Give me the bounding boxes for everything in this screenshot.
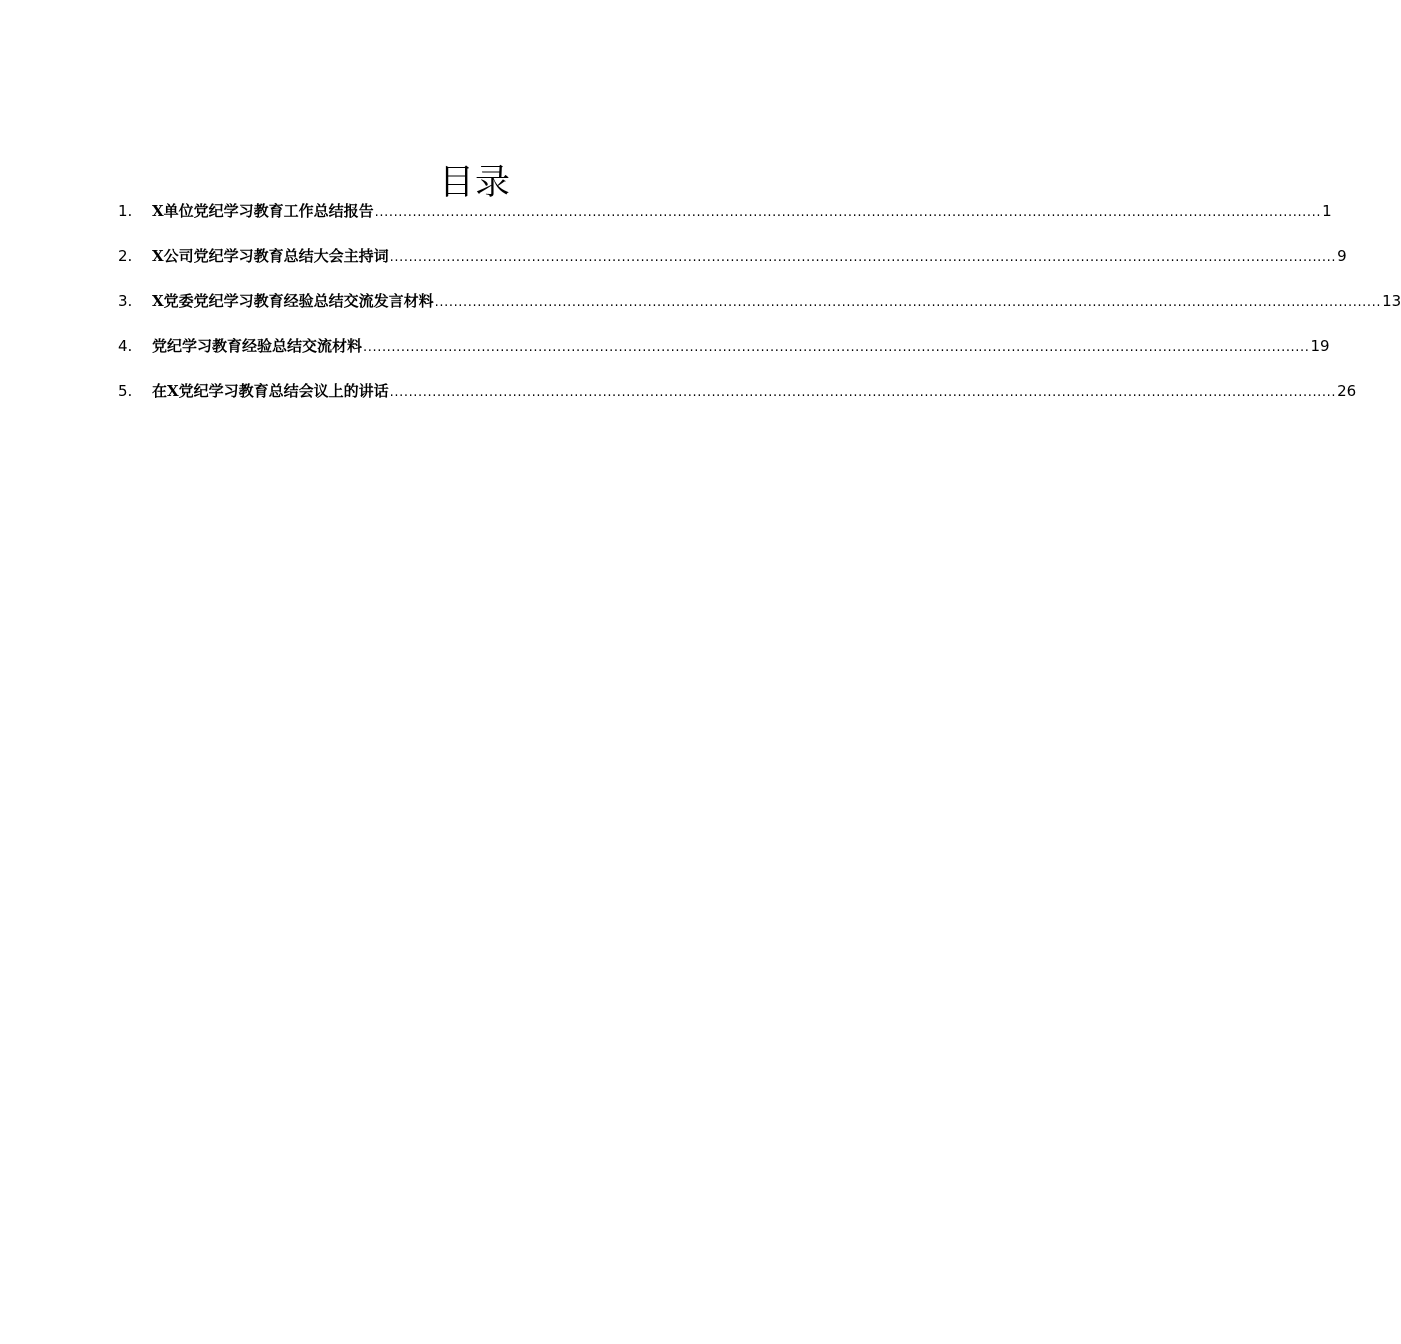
- toc-dot-leader: ........................................................................................................................................................................................................: [374, 205, 1322, 220]
- toc-dot-leader: ........................................................................................................................................................................................................: [434, 295, 1382, 310]
- toc-entry[interactable]: [118, 334, 1330, 379]
- toc-entry-text: X公司党纪学习教育总结大会主持词: [152, 247, 389, 265]
- toc-entry-number: 4.: [118, 337, 133, 355]
- toc-entry-page: 13: [1382, 292, 1401, 310]
- toc-entry[interactable]: [118, 289, 1401, 334]
- toc-list: [118, 199, 1401, 424]
- toc-dot-leader: ........................................................................................................................................................................................................: [389, 385, 1337, 400]
- toc-entry-text: X党委党纪学习教育经验总结交流发言材料: [152, 292, 434, 310]
- toc-entry-text: X单位党纪学习教育工作总结报告: [152, 202, 374, 220]
- toc-dot-leader: ........................................................................................................................................................................................................: [389, 250, 1337, 265]
- toc-entry[interactable]: [118, 379, 1357, 424]
- toc-entry-page: 19: [1310, 337, 1330, 355]
- toc-entry-number: 3.: [118, 292, 133, 310]
- toc-entry-number: 1.: [118, 202, 133, 220]
- toc-entry-text: 党纪学习教育经验总结交流材料: [152, 337, 363, 355]
- toc-entry-page: 9: [1337, 247, 1347, 265]
- toc-entry-text: 在X党纪学习教育总结会议上的讲话: [152, 382, 389, 400]
- toc-dot-leader: ........................................................................................................................................................................................................: [363, 340, 1310, 355]
- toc-entry[interactable]: [118, 244, 1347, 289]
- toc-entry-number: 5.: [118, 382, 133, 400]
- toc-entry[interactable]: [118, 199, 1332, 244]
- toc-entry-number: 2.: [118, 247, 133, 265]
- toc-title: 目录: [438, 163, 511, 204]
- toc-entry-page: 26: [1337, 382, 1357, 400]
- toc-entry-page: 1: [1322, 202, 1332, 220]
